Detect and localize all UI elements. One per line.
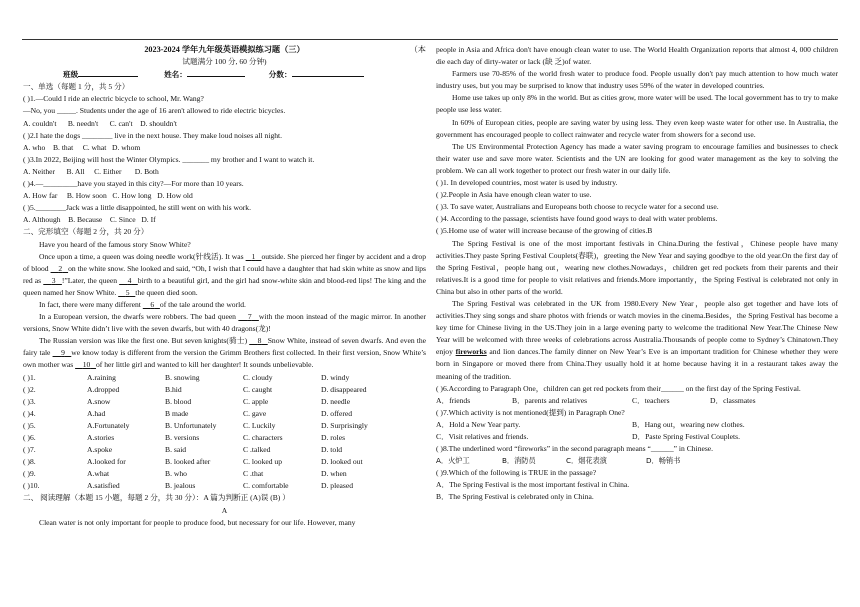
cloze-paragraph-1: Once upon a time, a queen was doing needle work(针线活). It was 1 outside. She pierced her finger by accident and a drop of blood 2 on the white snow. She looked and said, “Oh, I wish that I could have a daughter that had skin white as snow and lips red as 3 !”Later, the queen 4 birth to a beautiful girl, and the girl had snow-white skin and blood-red lips! The king and the queen named her Snow White. 5 the queen died soon. (23, 251, 427, 297)
question-9: ( )9.Which of the following is TRUE in the passage? (436, 468, 597, 478)
score-blank[interactable] (292, 68, 364, 77)
passage-b-p1: The Spring Festival is one of the most important festivals in China.During the festival，Chinese people have many activities.They paste Spring Festival Couplets(春联)，greeting the New Year and saying goodbye to the old year.On the first day of the Spring Festival，people hang out，wearing new clothes.Nowadays，children get red pockets from their parents and their relatives.It is a good time for people to visit relatives and friends.More importantly，the Spring Festival is celebrated not only in China but also in other parts of the world. (436, 238, 838, 296)
cloze-option-row: ( )3. A.snow B. blood C. apple D. needle (23, 396, 351, 406)
class-blank[interactable] (78, 68, 138, 77)
section2-heading: 二、完形填空（每题 2 分，共 20 分） (23, 227, 149, 237)
cloze-option-row: ( )1. A.raining B. snowing C. cloudy D. windy (23, 372, 350, 382)
cloze-intro: Have you heard of the famous story Snow White? (39, 239, 191, 249)
question-7-options-ab: A．Hold a New Year party. B．Hang out，wearing new clothes. (436, 419, 745, 429)
q5-stem: ( )5.________Jack was a little disappointed, he still went on with his work. (23, 203, 251, 213)
cloze-option-row: ( )2. A.dropped B.hid C. caught D. disappeared (23, 384, 367, 394)
name-label: 姓名： (164, 70, 187, 80)
page-title: 2023-2024 学年九年级英语模拟练习题（三） （本 (23, 44, 426, 56)
blank-6: 6 (150, 299, 155, 309)
tf-question-2: ( )2.People in Asia have enough clean water to use. (436, 190, 592, 200)
blank-1: 1 (251, 251, 256, 261)
cloze-paragraph-3: In a European version, the dwarfs were robbers. The bad queen 7 with the moon instead of the magic mirror. In another versions, Snow White didn’t live with the seven dwarfs, but with 40 dragons(龙)! (23, 312, 426, 334)
question-8: ( )8.The underlined word “fireworks” in the second paragraph means “______” in Chinese. (436, 444, 714, 454)
q5-options: A. Although B. Because C. Since D. If (23, 215, 156, 225)
q4-stem: ( )4.—_________have you stayed in this city?—For more than 10 years. (23, 179, 244, 189)
question-9-option-b: B．The Spring Festival is celebrated only in China. (436, 492, 594, 502)
tf-question-4: ( )4. According to the passage, scientists have found good ways to deal with water problems. (436, 214, 718, 224)
cloze-option-row: ( )9. A.what B. who C .that D. when (23, 469, 347, 479)
title-aside: （本 (409, 45, 426, 54)
subtitle: 试题满分 100 分, 60 分钟) (182, 57, 267, 67)
cloze-option-row: ( )5. A.Fortunately B. Unfortunately C. Luckily D. Surprisingly (23, 420, 368, 430)
cloze-option-row: ( )4. A.had B made C. gave D. offered (23, 408, 353, 418)
blank-9: 9 (61, 348, 65, 358)
cloze-paragraph-2: In fact, there were many different 6 of the tale around the world. (39, 299, 246, 309)
right-column (436, 44, 838, 504)
info-line (23, 68, 426, 81)
top-rule (22, 39, 838, 40)
cloze-option-row: ( )10. A.satisfied B. jealous C. comfortable D. pleased (23, 481, 354, 491)
cloze-options (23, 372, 426, 493)
cloze-paragraph-4: The Russian version was like the first one. But seven knights(骑士) 8 Snow White, instead of seven dwarfs. And even the fairy tale 9 we know today is different from the version the Grimm Brothers first collected. In their first version, Snow White’s own mother was 10 of her little girl and wanted to kill her daughter! It sounds unbelievable. (23, 336, 427, 370)
passage-a-p1: Clean water is not only important for people to produce food, but necessary for our life. However, many (39, 517, 356, 527)
blank-5: 5 (125, 287, 130, 297)
passage-b-p2: The Spring Festival was celebrated in the UK from 1980.Every New Year，people also get together and have lots of activities.They sing songs and share photos with friends or watch movies in the cinema.Besides，the Spring Festival has become a key time for Chinese living in the US.They join in a large evening party to welcome the traditional New Year.The Chinese New Year will be welcomed with three weeks of celebrations across Australia.Thousands of people come to Sydney’s Chinatown.They enjoy fireworks and lion dances.The family dinner on New Year’s Eve is an important tradition for Chinese whether they were born in Singapore or moved there from China.They usually hold it at home because having it in a restaurant takes away the meaning of the tradition. (436, 298, 838, 381)
tf-question-3: ( )3. To save water, Australians and Europeans both choose to recycle water for a second use. (436, 202, 719, 212)
question-6: ( )6.According to Paragraph One，children can get red pockets from their______ on the first day of the Spring Festival. (436, 383, 801, 393)
blank-3: 3 (51, 275, 56, 285)
passage-a-label: A (221, 505, 228, 515)
question-7-options-cd: C．Visit relatives and friends. D．Paste Spring Festival Couplets. (436, 432, 740, 441)
blank-10: 10 (82, 360, 91, 370)
passage-a-p3: Home use takes up only 8% in the world. But as cities grow, more water will be used. The local government has to try to make people use less water. (436, 93, 838, 115)
tf-question-1: ( )1. In developed countries, most water is used by industry. (436, 178, 618, 188)
question-7: ( )7.Which activity is not mentioned(提到) in Paragraph One? (436, 407, 625, 417)
q3-stem: ( )3.In 2022, Beijing will host the Winter Olympics. _______ my brother and I want to watch it. (23, 154, 315, 164)
section3-heading: 二、 阅读理解（本题 15 小题，每题 2 分，共 30 分）：A 篇为判断正 (A)误 (B) ） (23, 493, 290, 503)
fireworks-word: fireworks (455, 347, 487, 357)
cloze-option-row: ( )7. A.spoke B. said C .talked D. told (23, 445, 343, 455)
blank-2: 2 (58, 263, 63, 273)
question-6-options: A．friends B．parents and relatives C．teachers D．classmates (436, 395, 756, 405)
tf-question-5: ( )5.Home use of water will increase because of the growing of cities.B (436, 226, 653, 236)
blank-7: 7 (247, 312, 252, 322)
cloze-option-row: ( )6. A.stories B. versions C. characters D. roles (23, 433, 346, 442)
section1-heading: 一、单选（每题 1 分，共 5 分） (23, 82, 130, 92)
left-column (23, 44, 426, 529)
passage-a-p4: In 60% of European cities, people are saving water by using less. They even keep waste water for other use. In Australia, the government has encouraged people to collect rainwater and recycle water from showers for a second use. (436, 117, 838, 139)
passage-a-p2: Farmers use 70-85% of the world fresh water to produce food. People usually don't pay much attention to how much water industry uses, but you may be surprised to know that industry uses 59% of the water in developed countries. (436, 69, 838, 91)
class-label: 班级 (63, 70, 79, 80)
q4-options: A. How far B. How soon C. How long D. How old (23, 191, 193, 201)
q2-stem: ( )2.I hate the dogs ________ live in the next house. They make loud noises all night. (23, 130, 283, 140)
cloze-option-row: ( )8. A.looked for B. looked after C. looked up D. looked out (23, 457, 363, 467)
name-blank[interactable] (187, 68, 245, 77)
blank-4: 4 (127, 275, 132, 285)
q3-options: A. Neither B. All C. Either D. Both (23, 166, 159, 176)
passage-a-p5: The US Environmental Protection Agency has made a water saving program to encourage families and businesses to check their water use and save more water. Scientists and the UN are looking for good water management as the key to solving the problem. We can all work together to protect our fresh water in our daily life. (436, 141, 838, 175)
q1-line2: —No, you _____. Students under the age of 16 aren't allowed to ride electric bicycles. (23, 106, 286, 116)
question-8-options: A．火炉工 B．消防员 C．烟花表演 D．畅销书 (436, 456, 681, 466)
q2-options: A. who B. that C. what D. whom (23, 142, 141, 152)
q1-stem: ( )1.—Could I ride an electric bicycle to school, Mr. Wang? (23, 94, 204, 104)
score-label: 分数： (268, 70, 292, 80)
blank-8: 8 (257, 336, 262, 346)
q1-options: A. couldn't B. needn't C. can't D. shouldn't (23, 118, 177, 128)
passage-a-p1-cont: people in Asia and Africa don't have enough clean water to use. The World Health Organization reports that almost 4, 000 children die each day of dirty-water or lack (缺 乏)of water. (436, 45, 838, 67)
question-9-option-a: A．The Spring Festival is the most important festival in China. (436, 480, 630, 490)
